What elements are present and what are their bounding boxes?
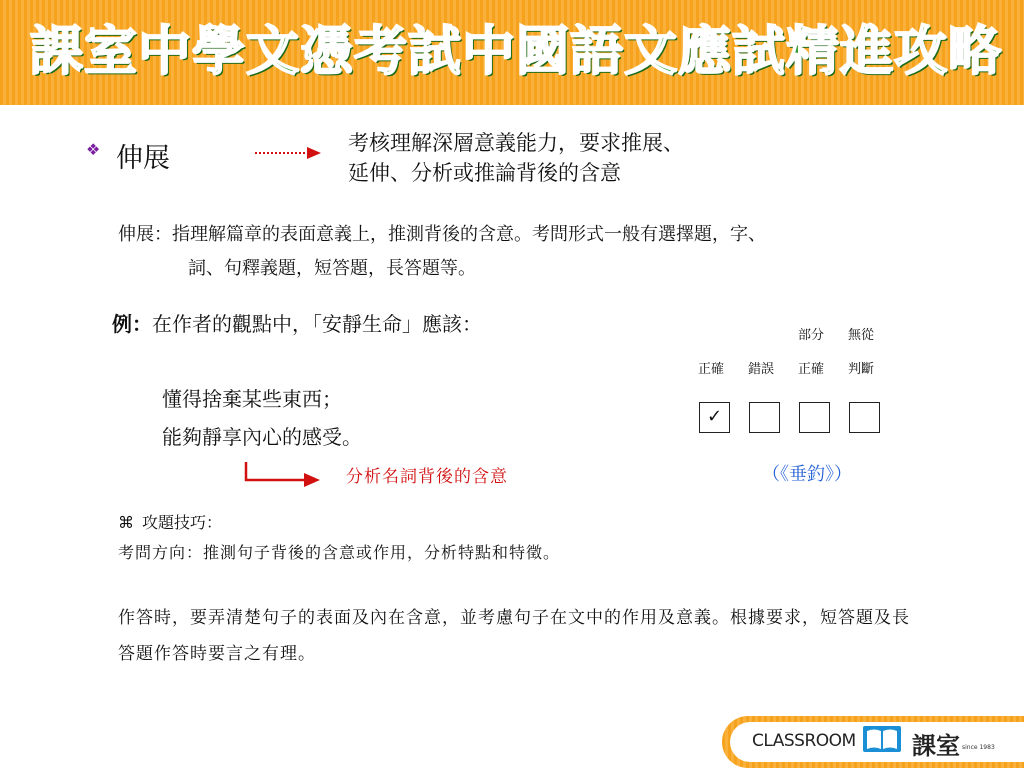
definition-line-1: 伸展：指理解篇章的表面意義上，推測背後的含意。考問形式一般有選擇題，字、 <box>118 224 766 245</box>
section-title: 伸展 <box>116 143 170 174</box>
brand-name-zh: 課室 <box>912 732 960 760</box>
example-line-2: 能夠靜享內心的感受。 <box>162 425 362 449</box>
col-head-top-3: 無從 <box>847 328 874 343</box>
col-head-bottom-2: 正確 <box>797 362 824 377</box>
example-lead: 例： <box>112 312 152 336</box>
analysis-note: 分析名詞背後的含意 <box>346 467 508 487</box>
example-options <box>162 380 362 456</box>
since-label: since 1983 <box>962 744 995 751</box>
col-head-top-2: 部分 <box>797 328 824 343</box>
diamond-bullet-icon: ❖ <box>86 140 101 159</box>
page-title: 課室中學文憑考試中國語文應試精進攻略 <box>30 21 1002 82</box>
source-citation: （《垂釣》） <box>762 464 852 485</box>
col-head-bottom-3: 判斷 <box>847 362 874 377</box>
book-icon <box>862 724 902 754</box>
example-question <box>112 308 482 337</box>
tips-title: 攻題技巧： <box>142 513 223 532</box>
section-description <box>348 128 788 188</box>
col-head-bottom-0: 正確 <box>697 362 724 377</box>
checkbox-partially-correct[interactable] <box>799 402 830 433</box>
checkbox-incorrect[interactable] <box>749 402 780 433</box>
description-line-2: 延伸、分析或推論背後的含意 <box>348 161 621 185</box>
checkmark-icon: ✓ <box>706 406 723 427</box>
example-line-1: 懂得捨棄某些東西； <box>162 387 342 411</box>
tips-answer: 作答時，要弄清楚句子的表面及內在含意，並考慮句子在文中的作用及意義。根據要求，短答題及長答題作答時要言之有理。 <box>118 608 910 664</box>
brand-name-en: CLASSROOM <box>752 731 856 751</box>
description-line-1: 考核理解深層意義能力，要求推展、 <box>348 131 684 155</box>
dotted-arrow-icon <box>255 145 321 161</box>
checkbox-cannot-determine[interactable] <box>849 402 880 433</box>
header-banner <box>0 0 1024 105</box>
checkbox-correct[interactable] <box>699 402 730 433</box>
command-icon: ⌘ <box>118 513 134 532</box>
definition-line-2: 詞、句釋義題，短答題，長答題等。 <box>188 258 476 279</box>
col-head-bottom-1: 錯誤 <box>747 362 774 377</box>
tips-direction: 考問方向：推測句子背後的含意或作用，分析特點和特徵。 <box>118 543 561 562</box>
corner-arrow-icon <box>236 460 320 488</box>
tips-heading <box>118 510 222 533</box>
definition-text <box>118 218 948 286</box>
example-question-text: 在作者的觀點中，「安靜生命」應該： <box>152 312 482 336</box>
